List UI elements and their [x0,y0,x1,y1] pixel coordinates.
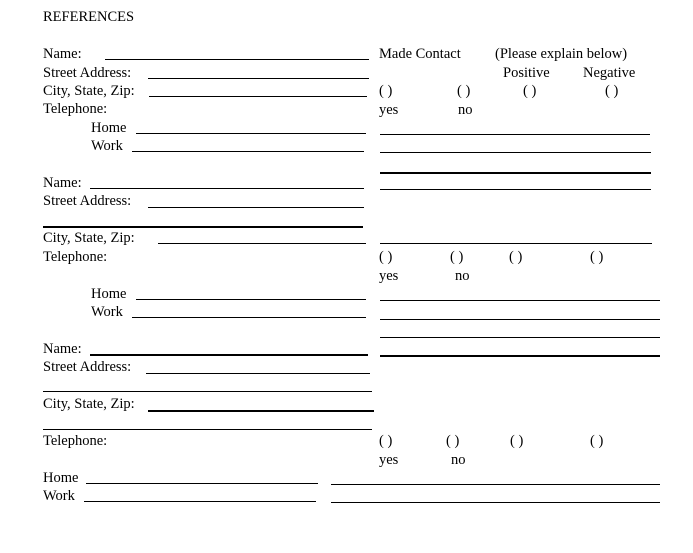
ref2-home-label: Home [91,286,127,302]
ref3-no-checkbox[interactable]: ( ) [446,433,460,449]
ref1-city-field[interactable] [149,86,367,97]
ref3-yes-label: yes [379,452,399,468]
ref3-explain-line-1[interactable] [331,474,660,485]
ref2-work-phone-field[interactable] [132,307,366,318]
ref3-street-line-2[interactable] [43,381,372,392]
ref2-telephone-label: Telephone: [43,249,108,265]
ref2-name-field[interactable] [90,178,364,189]
ref1-name-field[interactable] [105,49,369,60]
ref1-explain-line-2[interactable] [380,142,651,153]
ref1-telephone-label: Telephone: [43,101,108,117]
ref3-home-phone-field[interactable] [86,473,318,484]
ref2-street-line-2[interactable] [43,226,363,228]
ref3-city-field[interactable] [148,410,374,412]
ref1-no-label: no [458,102,473,118]
ref1-home-label: Home [91,120,127,136]
positive-header: Positive [503,65,550,81]
ref2-negative-checkbox[interactable]: ( ) [590,249,604,265]
ref2-yes-checkbox[interactable]: ( ) [379,249,393,265]
ref2-street-label: Street Address: [43,193,132,209]
ref2-name-label: Name: [43,175,82,191]
ref1-street-field[interactable] [148,68,369,79]
ref1-work-label: Work [91,138,123,154]
ref3-home-label: Home [43,470,79,486]
ref2-explain-top-line[interactable] [380,233,652,244]
ref1-name-label: Name: [43,46,82,62]
ref1-explain-line-3[interactable] [380,172,651,174]
ref1-street-label: Street Address: [43,65,132,81]
ref3-work-phone-field[interactable] [84,491,316,502]
ref2-positive-checkbox[interactable]: ( ) [509,249,523,265]
ref1-yes-label: yes [379,102,399,118]
ref3-work-label: Work [43,488,75,504]
please-explain-header: (Please explain below) [495,46,628,62]
ref1-explain-line-1[interactable] [380,124,650,135]
ref3-city-line-2[interactable] [43,419,372,430]
ref3-yes-checkbox[interactable]: ( ) [379,433,393,449]
page-title: REFERENCES [43,9,135,25]
ref3-name-label: Name: [43,341,82,357]
negative-header: Negative [583,65,636,81]
ref1-no-checkbox[interactable]: ( ) [457,83,471,99]
ref2-city-field[interactable] [158,233,366,244]
made-contact-header: Made Contact [379,46,461,62]
ref3-name-field[interactable] [90,354,368,356]
ref2-work-label: Work [91,304,123,320]
ref1-work-phone-field[interactable] [132,141,364,152]
ref3-explain-line-2[interactable] [331,492,660,503]
ref3-street-field[interactable] [146,363,370,374]
ref3-negative-checkbox[interactable]: ( ) [590,433,604,449]
ref1-positive-checkbox[interactable]: ( ) [523,83,537,99]
ref1-city-label: City, State, Zip: [43,83,135,99]
ref2-explain-line-2[interactable] [380,309,660,320]
ref2-explain-line-1[interactable] [380,290,660,301]
ref2-explain-line-4[interactable] [380,355,660,357]
ref3-no-label: no [451,452,466,468]
ref1-explain-line-4[interactable] [380,179,651,190]
ref1-negative-checkbox[interactable]: ( ) [605,83,619,99]
ref1-yes-checkbox[interactable]: ( ) [379,83,393,99]
ref2-home-phone-field[interactable] [136,289,366,300]
ref3-telephone-label: Telephone: [43,433,108,449]
ref2-explain-line-3[interactable] [380,327,660,338]
ref2-street-field[interactable] [148,197,364,208]
ref3-city-label: City, State, Zip: [43,396,135,412]
ref1-home-phone-field[interactable] [136,123,366,134]
ref2-yes-label: yes [379,268,399,284]
ref2-no-checkbox[interactable]: ( ) [450,249,464,265]
ref3-street-label: Street Address: [43,359,132,375]
ref2-no-label: no [455,268,470,284]
ref2-city-label: City, State, Zip: [43,230,135,246]
ref3-positive-checkbox[interactable]: ( ) [510,433,524,449]
